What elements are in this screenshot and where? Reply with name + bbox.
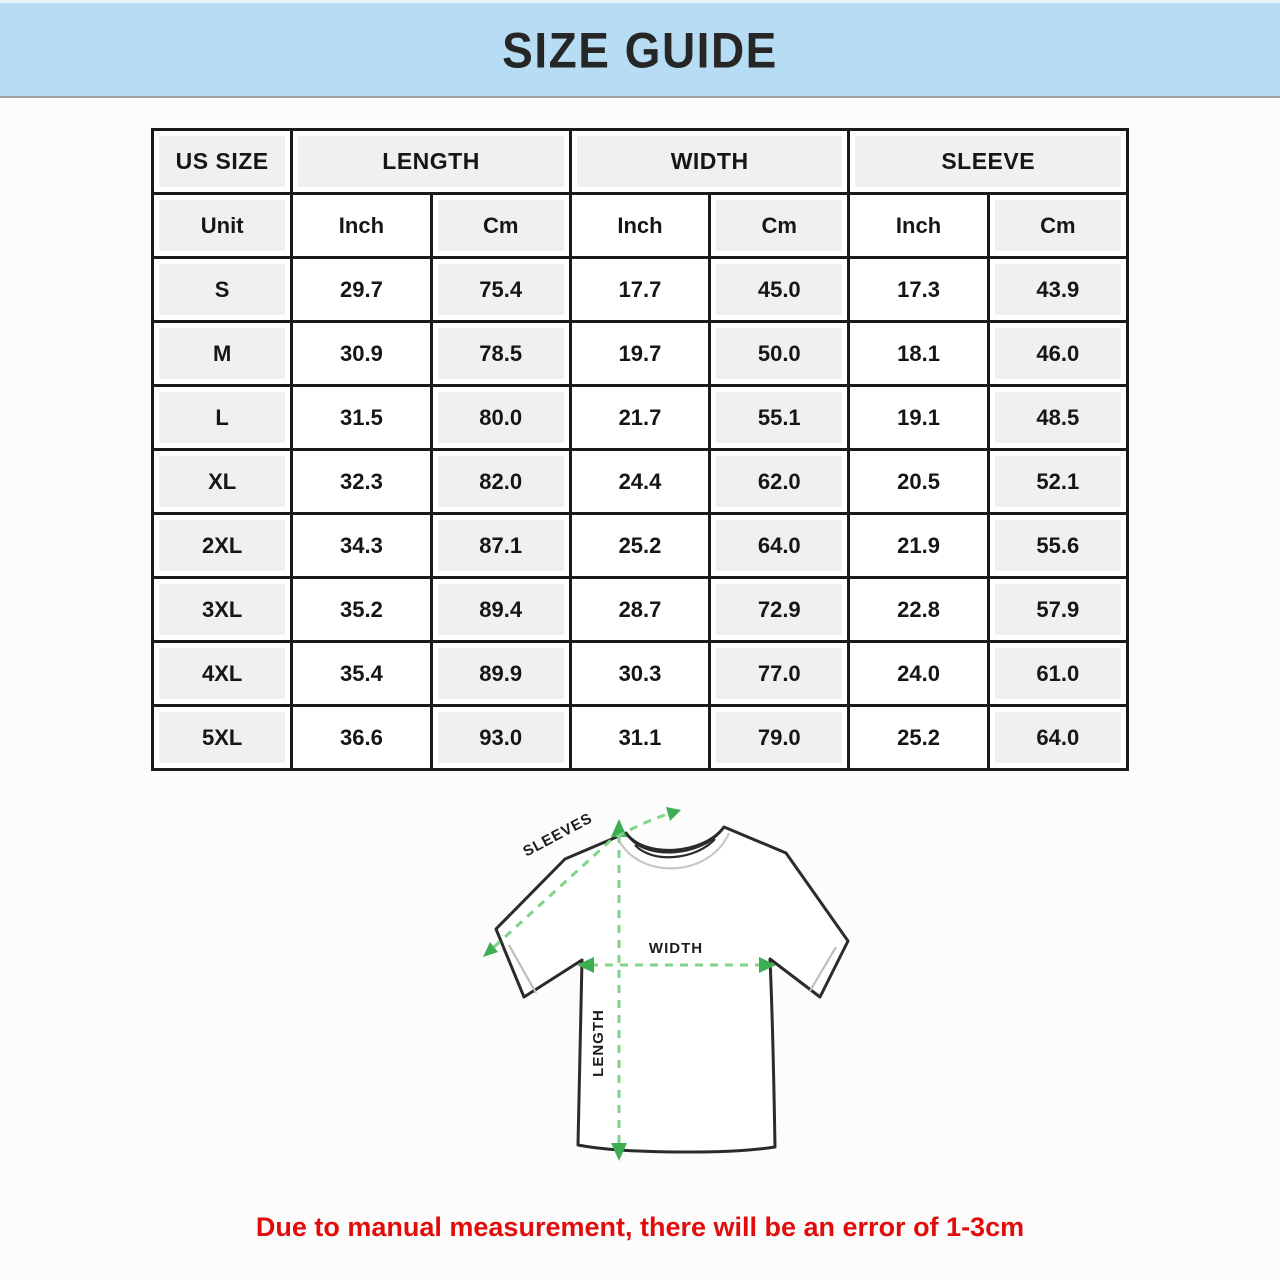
unit-cell: Inch — [292, 194, 431, 258]
value-cell: 17.7 — [570, 258, 709, 322]
value-cell: 24.4 — [570, 450, 709, 514]
value-cell: 55.6 — [988, 514, 1127, 578]
table-row — [153, 322, 1128, 386]
value-cell: 30.9 — [292, 322, 431, 386]
table-row — [153, 578, 1128, 642]
col-header-sleeve: SLEEVE — [849, 130, 1128, 194]
value-cell: 45.0 — [710, 258, 849, 322]
value-cell: 21.9 — [849, 514, 988, 578]
table-row — [153, 706, 1128, 770]
page-title: SIZE GUIDE — [502, 21, 778, 78]
value-cell: 64.0 — [988, 706, 1127, 770]
col-header-length: LENGTH — [292, 130, 571, 194]
size-guide-banner — [0, 0, 1280, 98]
value-cell: 79.0 — [710, 706, 849, 770]
value-cell: 55.1 — [710, 386, 849, 450]
tshirt-diagram-svg — [360, 797, 920, 1197]
value-cell: 46.0 — [988, 322, 1127, 386]
unit-header: Unit — [153, 194, 292, 258]
value-cell: 35.2 — [292, 578, 431, 642]
value-cell: 31.1 — [570, 706, 709, 770]
value-cell: 28.7 — [570, 578, 709, 642]
value-cell: 48.5 — [988, 386, 1127, 450]
size-cell: 5XL — [153, 706, 292, 770]
value-cell: 36.6 — [292, 706, 431, 770]
size-guide-content — [0, 128, 1280, 1243]
width-label: WIDTH — [648, 940, 704, 957]
unit-cell: Cm — [988, 194, 1127, 258]
value-cell: 52.1 — [988, 450, 1127, 514]
value-cell: 82.0 — [431, 450, 570, 514]
tshirt-measurement-diagram — [360, 797, 920, 1202]
size-cell: 3XL — [153, 578, 292, 642]
value-cell: 62.0 — [710, 450, 849, 514]
length-arrow-down-icon — [611, 1143, 627, 1161]
sleeves-arrow-upper-icon — [666, 807, 681, 821]
value-cell: 17.3 — [849, 258, 988, 322]
size-chart-table — [151, 128, 1129, 771]
value-cell: 20.5 — [849, 450, 988, 514]
size-cell: 4XL — [153, 642, 292, 706]
value-cell: 75.4 — [431, 258, 570, 322]
size-cell: 2XL — [153, 514, 292, 578]
value-cell: 19.1 — [849, 386, 988, 450]
value-cell: 24.0 — [849, 642, 988, 706]
value-cell: 22.8 — [849, 578, 988, 642]
value-cell: 77.0 — [710, 642, 849, 706]
size-cell: M — [153, 322, 292, 386]
value-cell: 19.7 — [570, 322, 709, 386]
value-cell: 57.9 — [988, 578, 1127, 642]
table-unit-row — [153, 194, 1128, 258]
value-cell: 72.9 — [710, 578, 849, 642]
value-cell: 25.2 — [849, 706, 988, 770]
value-cell: 64.0 — [710, 514, 849, 578]
unit-cell: Cm — [710, 194, 849, 258]
value-cell: 78.5 — [431, 322, 570, 386]
col-header-us-size: US SIZE — [153, 130, 292, 194]
value-cell: 32.3 — [292, 450, 431, 514]
table-row — [153, 450, 1128, 514]
value-cell: 89.9 — [431, 642, 570, 706]
table-row — [153, 514, 1128, 578]
tshirt-outline — [496, 827, 848, 1152]
value-cell: 34.3 — [292, 514, 431, 578]
value-cell: 80.0 — [431, 386, 570, 450]
size-cell: L — [153, 386, 292, 450]
table-row — [153, 386, 1128, 450]
value-cell: 61.0 — [988, 642, 1127, 706]
value-cell: 29.7 — [292, 258, 431, 322]
unit-cell: Cm — [431, 194, 570, 258]
value-cell: 21.7 — [570, 386, 709, 450]
size-cell: S — [153, 258, 292, 322]
value-cell: 89.4 — [431, 578, 570, 642]
size-cell: XL — [153, 450, 292, 514]
unit-cell: Inch — [849, 194, 988, 258]
length-label: LENGTH — [590, 1009, 607, 1077]
value-cell: 43.9 — [988, 258, 1127, 322]
unit-cell: Inch — [570, 194, 709, 258]
value-cell: 18.1 — [849, 322, 988, 386]
value-cell: 93.0 — [431, 706, 570, 770]
value-cell: 35.4 — [292, 642, 431, 706]
value-cell: 87.1 — [431, 514, 570, 578]
table-row — [153, 258, 1128, 322]
value-cell: 30.3 — [570, 642, 709, 706]
value-cell: 31.5 — [292, 386, 431, 450]
col-header-width: WIDTH — [570, 130, 849, 194]
disclaimer-text: Due to manual measurement, there will be an error of 1-3cm — [255, 1212, 1025, 1242]
table-row — [153, 642, 1128, 706]
value-cell: 25.2 — [570, 514, 709, 578]
table-group-header-row — [153, 130, 1128, 194]
sleeves-label: SLEEVES — [520, 809, 596, 861]
value-cell: 50.0 — [710, 322, 849, 386]
